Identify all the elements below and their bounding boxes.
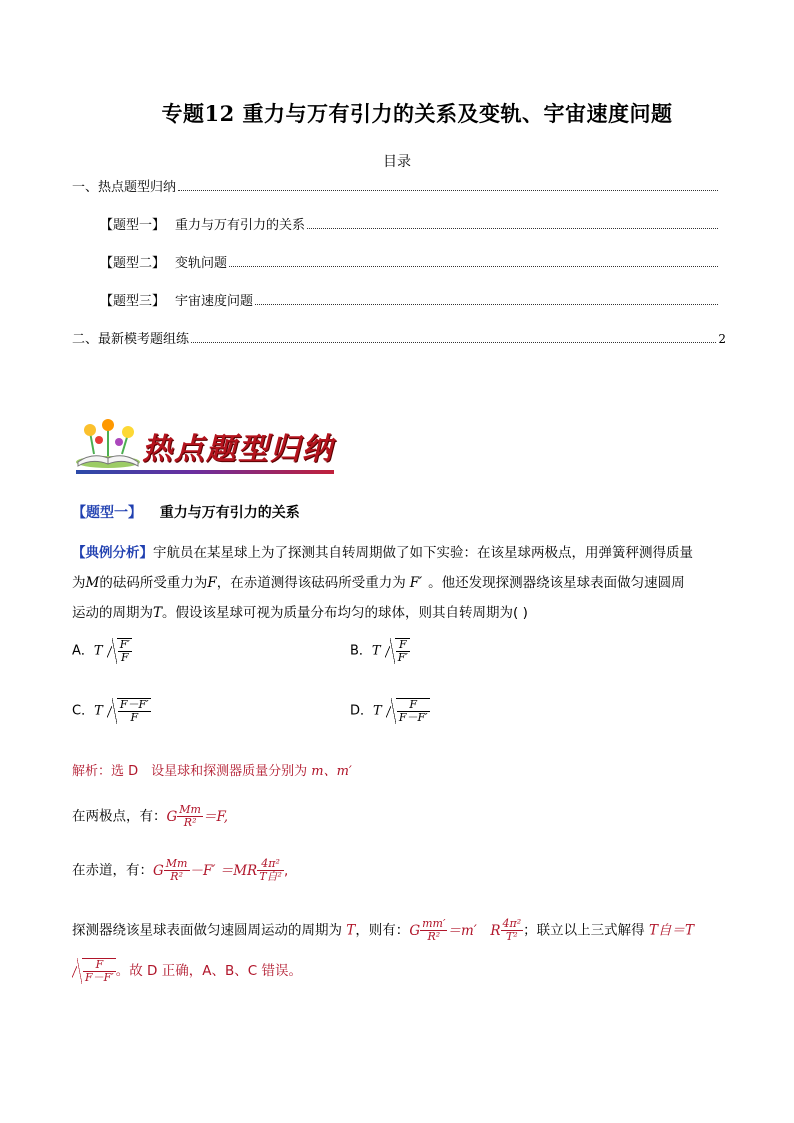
toc-leader [178,189,718,191]
open-book-flowers-icon [72,418,144,472]
banner-underline [76,470,334,474]
toc-leader [229,265,718,267]
toc-entry-type-1[interactable]: 【题型一】 重力与万有引力的关系 [72,214,726,232]
section-heading: 【题型一】 重力与万有引力的关系 [72,505,300,521]
solution-line-2: 在两极点，有：G $\frac{Mm}{\text{R²}}$ ＝F, [72,803,229,829]
option-b[interactable]: B．T $\frac{F}{F'}$ [350,638,408,664]
toc-entry-type-3[interactable]: 【题型三】 宇宙速度问题 [72,290,726,308]
toc-entry-type-2[interactable]: 【题型二】 变轨问题 [72,252,726,270]
option-d[interactable]: D．T $\frac{F}{F-F'}$ [350,698,428,724]
problem-line-2: 为M的砝码所受重力为F，在赤道测得该砝码所受重力为 F′ 。他还发现探测器绕该星球表面做匀速圆周 [72,575,685,591]
toc-heading: 目录 [383,154,411,170]
problem-line-1: 【典例分析】宇航员在某星球上为了探测其自转周期做了如下实验：在该星球两极点，用弹簧秤测得质量 [72,545,693,561]
option-a[interactable]: A．T $\frac{F'}{F}$ [72,638,130,664]
option-c[interactable]: C．T $\frac{F-F'}{F}$ [72,698,149,724]
solution-line-3: 在赤道，有：G $\frac{Mm}{\text{R²}}$ －F′ ＝MR $\frac{\text{4π²}}{\text{T自²}}$ , [72,857,289,883]
problem-line-3: 运动的周期为T。假设该星球可视为质量分布均匀的球体，则其自转周期为( ) [72,605,528,621]
toc-entry-mock-exams[interactable]: 二、最新模考题组练 2 [72,332,726,347]
section-banner [72,418,334,480]
page-title: 专题12 重力与万有引力的关系及变轨、宇宙速度问题 [161,101,673,126]
toc-leader [307,227,718,229]
example-problem [72,538,732,628]
solution-line-5: $\frac{F}{F-F'}$ 。故 D 正确，A、B、C 错误。 [72,958,302,984]
toc-list [72,176,726,346]
toc-entry-hot-topics[interactable]: 一、热点题型归纳 [72,176,726,194]
toc-leader [255,303,718,305]
toc-leader [191,341,716,343]
solution-line-1: 解析：选 D 设星球和探测器质量分别为 m、m′ [72,764,352,779]
banner-title: 热点题型归纳 [142,432,334,467]
solution-line-4: 探测器绕该星球表面做匀速圆周运动的周期为 T，则有：G $\frac{mm'}{\text{R²}}$ ＝m′ R $\frac{\text{4π²}}{\text{T²}}$ ；联立以上三式解得 T自＝T [72,917,694,943]
